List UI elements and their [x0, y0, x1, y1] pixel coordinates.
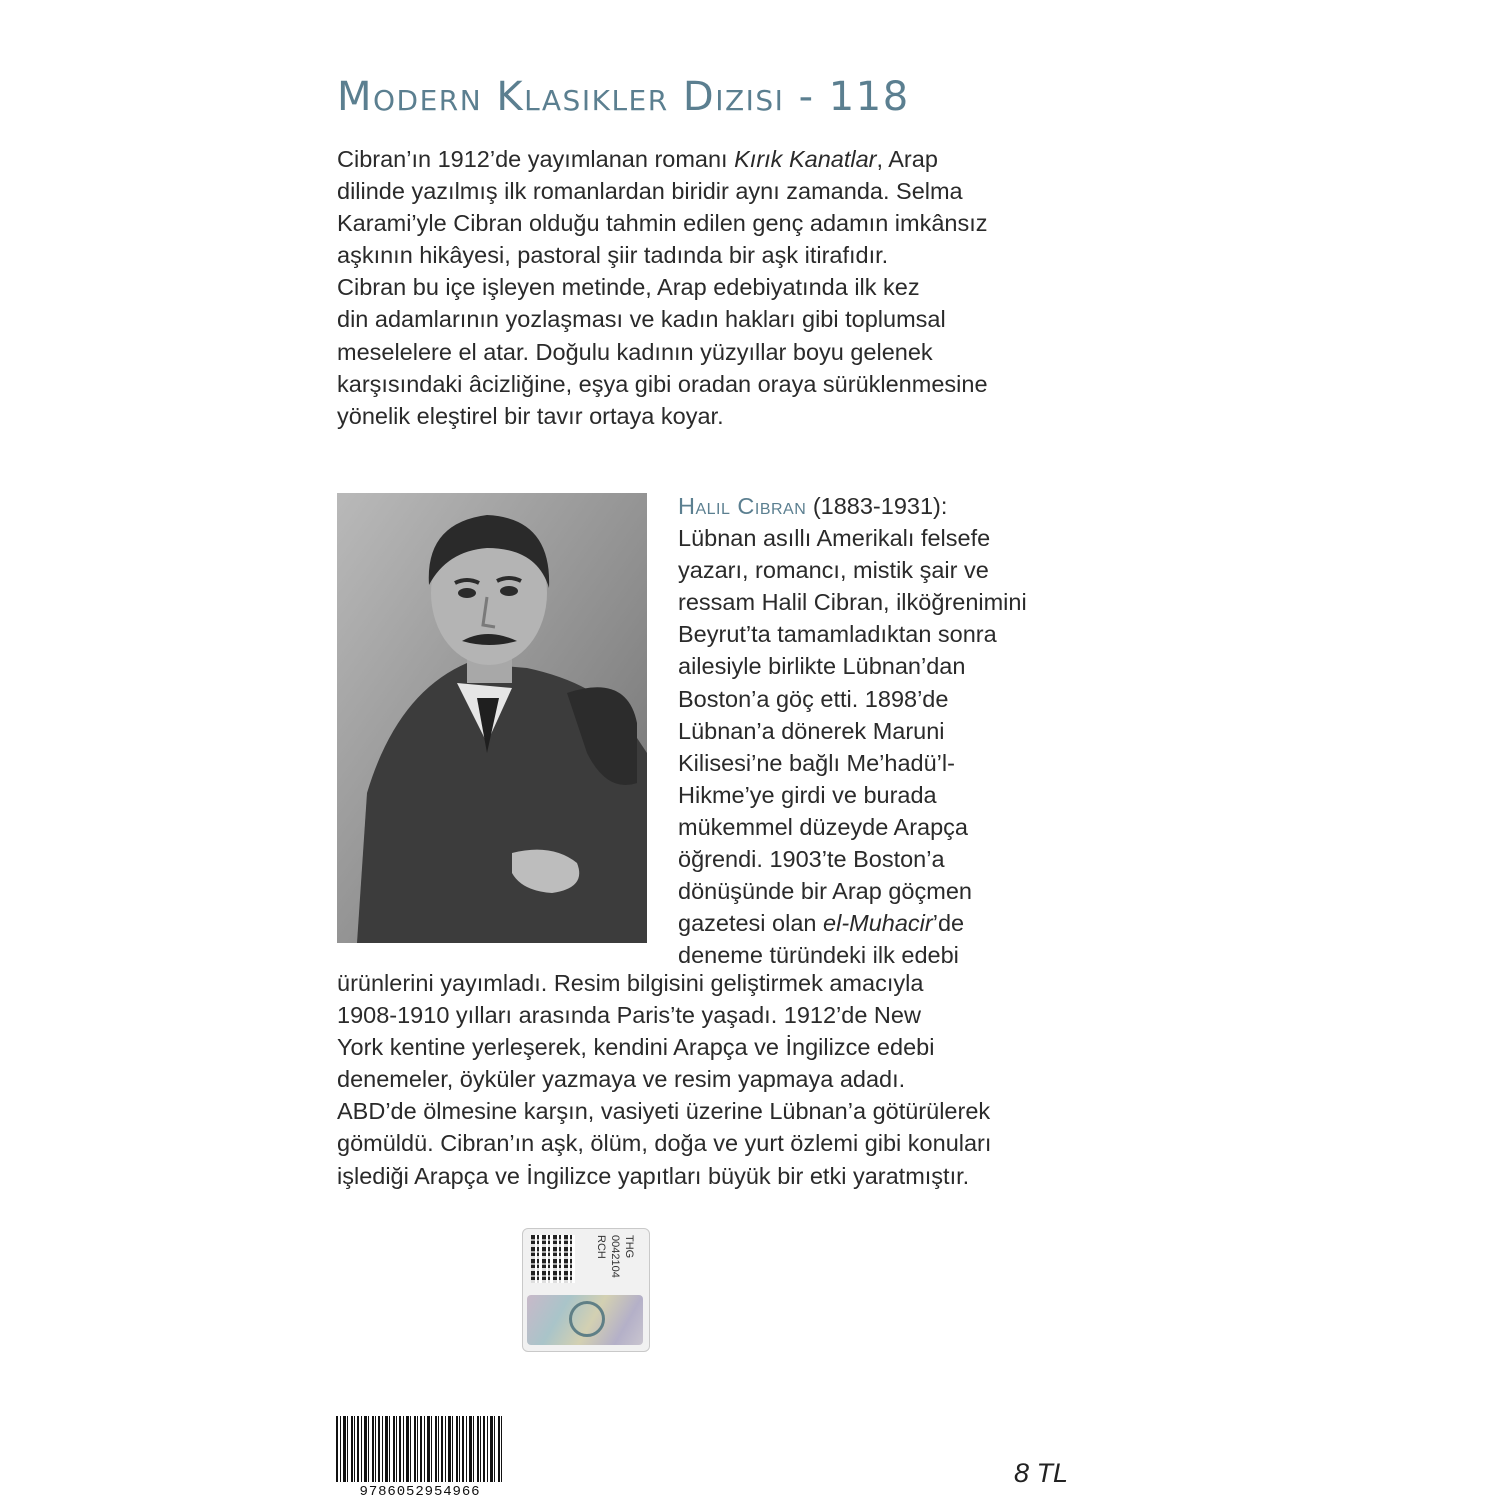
text-line: [678, 650, 1027, 682]
text-segment: ailesiyle birlikte Lübnan’dan: [678, 653, 966, 680]
text-segment: Cibran bu içe işleyen metinde, Arap edebiyatında ilk kez: [337, 274, 920, 301]
text-segment: York kentine yerleşerek, kendini Arapça ve İngilizce edebi: [337, 1034, 935, 1061]
isbn-barcode: [336, 1416, 504, 1506]
text-line: [337, 400, 988, 432]
text-segment: Karami’yle Cibran olduğu tahmin edilen genç adamın imkânsız: [337, 210, 988, 237]
text-line: [337, 207, 988, 239]
text-segment: işlediği Arapça ve İngilizce yapıtları büyük bir etki yaratmıştır.: [337, 1162, 970, 1189]
text-line: [337, 143, 988, 175]
author-photo: [337, 493, 647, 943]
text-segment: din adamlarının yozlaşması ve kadın hakları gibi toplumsal: [337, 306, 946, 333]
text-segment: Lübnan asıllı Amerikalı felsefe: [678, 525, 991, 552]
text-segment: Lübnan’a dönerek Maruni: [678, 717, 945, 744]
text-segment: Kilisesi’ne bağlı Me’hadü’l-: [678, 749, 955, 776]
text-segment: gömüldü. Cibran’ın aşk, ölüm, doğa ve yurt özlemi gibi konuları: [337, 1130, 992, 1157]
text-segment: karşısındaki âcizliğine, eşya gibi oradan oraya sürüklenmesine: [337, 370, 988, 397]
italic-title: Kırık Kanatlar: [734, 146, 877, 172]
text-segment: 1908-1910 yılları arasında Paris’te yaşadı. 1912’de New: [337, 1002, 921, 1029]
text-segment: denemeler, öyküler yazmaya ve resim yapmaya adadı.: [337, 1066, 906, 1093]
text-line: [678, 554, 1027, 586]
text-segment: ABD’de ölmesine karşın, vasiyeti üzerine Lübnan’a götürülerek: [337, 1098, 991, 1125]
series-title: Modern Klasikler Dizisi - 118: [337, 74, 910, 120]
text-line: [337, 271, 988, 303]
text-line: [337, 239, 988, 271]
text-segment: ’de: [932, 910, 965, 937]
datamatrix-code-icon: [531, 1235, 575, 1283]
text-line: [678, 747, 1027, 779]
author-heading: [678, 490, 1027, 522]
sticker-code: [583, 1235, 637, 1291]
text-line: [337, 967, 991, 999]
text-line: [678, 875, 1027, 907]
price: 8 TL: [1014, 1458, 1069, 1488]
text-line: [678, 811, 1027, 843]
text-segment: mükemmel düzeyde Arapça: [678, 813, 968, 840]
barcode-icon: [336, 1416, 504, 1482]
text-segment: gazetesi olan: [678, 910, 824, 937]
text-segment: ürünlerini yayımladı. Resim bilgisini geliştirmek amacıyla: [337, 970, 924, 996]
text-line: [678, 843, 1027, 875]
sticker-code-line: 0042104: [609, 1235, 621, 1278]
text-segment: dilinde yazılmış ilk romanlardan biridir aynı zamanda. Selma: [337, 178, 963, 205]
author-years: (1883-1931):: [806, 493, 948, 519]
security-sticker: [522, 1228, 650, 1352]
text-line: [678, 907, 1027, 939]
text-line: [337, 1063, 991, 1095]
text-segment: , Arap: [876, 146, 938, 172]
text-line: [337, 1031, 991, 1063]
book-description: [337, 143, 988, 432]
text-line: [337, 1160, 991, 1192]
text-segment: ressam Halil Cibran, ilköğrenimini: [678, 589, 1027, 616]
text-segment: yönelik eleştirel bir tavır ortaya koyar.: [337, 402, 724, 429]
text-segment: dönüşünde bir Arap göçmen: [678, 878, 972, 905]
barcode-number: 9786052954966: [359, 1484, 481, 1500]
author-bio-lines: [678, 522, 1027, 971]
text-line: [337, 175, 988, 207]
italic-title: el-Muhacir: [823, 910, 933, 937]
text-line: [337, 303, 988, 335]
text-line: [337, 1127, 991, 1159]
sticker-code-line: RCH: [595, 1235, 607, 1259]
text-line: [678, 683, 1027, 715]
author-name: Halil Cibran: [678, 493, 807, 519]
text-line: [337, 336, 988, 368]
author-bio-column: [678, 490, 1027, 971]
text-segment: Boston’a göç etti. 1898’de: [678, 685, 949, 712]
text-line: [678, 618, 1027, 650]
text-line: [678, 715, 1027, 747]
text-line: [678, 522, 1027, 554]
text-line: [337, 999, 991, 1031]
text-segment: öğrendi. 1903’te Boston’a: [678, 846, 945, 873]
text-segment: Beyrut’ta tamamladıktan sonra: [678, 621, 997, 648]
hologram-icon: [527, 1295, 643, 1345]
text-segment: aşkının hikâyesi, pastoral şiir tadında bir aşk itirafıdır.: [337, 242, 889, 269]
text-line: [678, 779, 1027, 811]
text-line: [337, 1095, 991, 1127]
text-segment: Cibran’ın 1912’de yayımlanan romanı: [337, 146, 735, 172]
text-segment: meselelere el atar. Doğulu kadının yüzyıllar boyu gelenek: [337, 338, 933, 365]
text-line: [337, 368, 988, 400]
text-segment: yazarı, romancı, mistik şair ve: [678, 557, 989, 584]
text-line: [678, 586, 1027, 618]
text-segment: deneme türündeki ilk edebi: [678, 942, 959, 969]
author-bio-continued: [337, 967, 991, 1192]
sticker-code-line: THG: [623, 1235, 635, 1259]
text-segment: Hikme’ye girdi ve burada: [678, 781, 937, 808]
